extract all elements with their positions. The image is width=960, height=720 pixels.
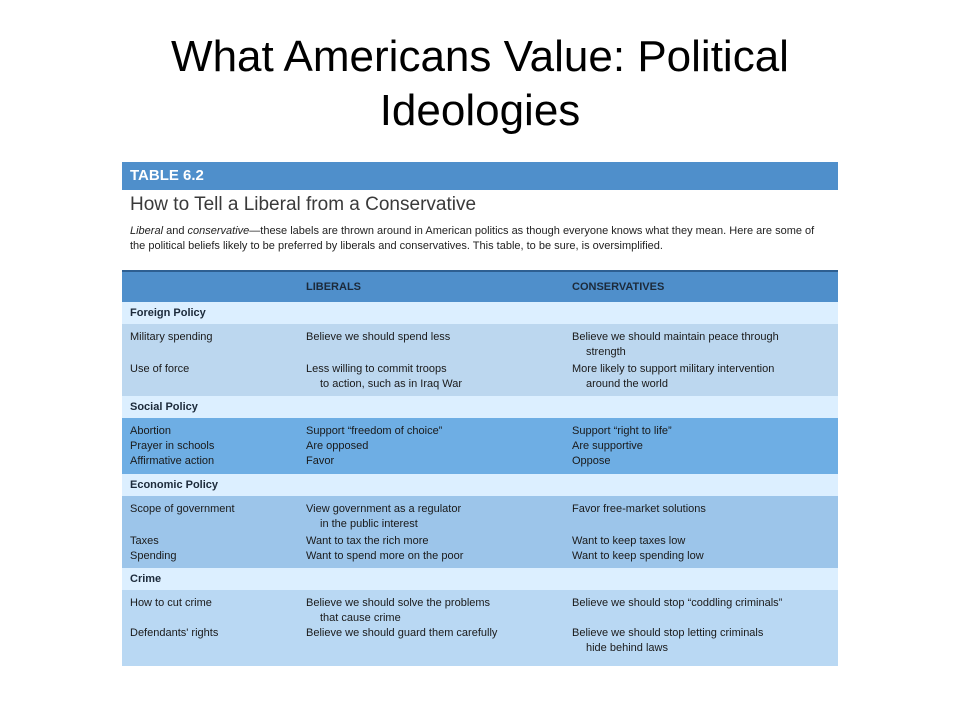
row-liberal-view: Are opposed	[306, 440, 369, 452]
row-liberal-view: Want to spend more on the poor	[306, 550, 464, 562]
row-conservative-view: Want to keep taxes low	[572, 535, 686, 547]
row-conservative-view: Oppose	[572, 455, 611, 467]
row-conservative-view: Want to keep spending low	[572, 550, 704, 562]
table-intro	[122, 220, 838, 270]
row-topic: Defendants' rights	[130, 627, 219, 639]
row-topic: How to cut crime	[130, 597, 212, 609]
intro-text: —these labels are thrown around in American politics as though everyone knows what they mean. Here are some of the political beliefs likely to be preferred by liberals and conservatives. This table, to be sure, is oversimplified.	[130, 225, 815, 252]
row-conservative-view: Believe we should stop “coddling criminals”	[572, 597, 783, 609]
section-body	[122, 418, 838, 474]
column-header-conservatives: CONSERVATIVES	[572, 281, 665, 293]
intro-and: and	[163, 225, 188, 237]
row-liberal-view: Believe we should solve the problems that cause crime	[306, 597, 491, 624]
slide-title	[0, 30, 960, 138]
column-header-row	[122, 270, 838, 302]
row-liberal-view: View government as a regulator in the public interest	[306, 503, 462, 530]
row-topic: Spending	[130, 550, 177, 562]
section-body	[122, 324, 838, 396]
row-liberal-view: Want to tax the rich more	[306, 535, 429, 547]
row-topic: Affirmative action	[130, 455, 215, 467]
row-conservative-view: More likely to support military intervention around the world	[572, 363, 775, 390]
table-label: TABLE 6.2	[122, 162, 838, 190]
intro-term-liberal: Liberal	[130, 225, 164, 237]
intro-term-conservative: conservative	[187, 225, 250, 237]
row-topic: Abortion	[130, 425, 171, 437]
column-header-liberals: LIBERALS	[306, 281, 361, 293]
row-liberal-view: Favor	[306, 455, 335, 467]
table-heading: How to Tell a Liberal from a Conservative	[130, 194, 477, 215]
row-topic: Military spending	[130, 331, 213, 343]
row-liberal-view: Believe we should guard them carefully	[306, 627, 498, 639]
slide-title-line-1: What Americans Value: Political	[171, 32, 789, 81]
section-body	[122, 496, 838, 568]
ideology-table	[122, 162, 838, 666]
table-sections	[122, 302, 838, 666]
row-conservative-view: Favor free-market solutions	[572, 503, 706, 515]
row-conservative-view: Believe we should maintain peace through strength	[572, 331, 779, 358]
section-header: Economic Policy	[122, 474, 838, 496]
row-liberal-view: Believe we should spend less	[306, 331, 451, 343]
row-liberal-view: Less willing to commit troops to action, such as in Iraq War	[306, 363, 463, 390]
row-conservative-view: Support “right to life”	[572, 425, 672, 437]
row-topic: Taxes	[130, 535, 159, 547]
section-header: Crime	[122, 568, 838, 590]
row-conservative-view: Are supportive	[572, 440, 643, 452]
row-liberal-view: Support “freedom of choice”	[306, 425, 443, 437]
row-topic: Use of force	[130, 363, 190, 375]
section-header: Social Policy	[122, 396, 838, 418]
slide-title-line-2: Ideologies	[379, 86, 581, 135]
row-topic: Scope of government	[130, 503, 235, 515]
row-conservative-view: Believe we should stop letting criminals hide behind laws	[572, 627, 764, 654]
row-topic: Prayer in schools	[130, 440, 215, 452]
section-header: Foreign Policy	[122, 302, 838, 324]
section-body	[122, 590, 838, 666]
